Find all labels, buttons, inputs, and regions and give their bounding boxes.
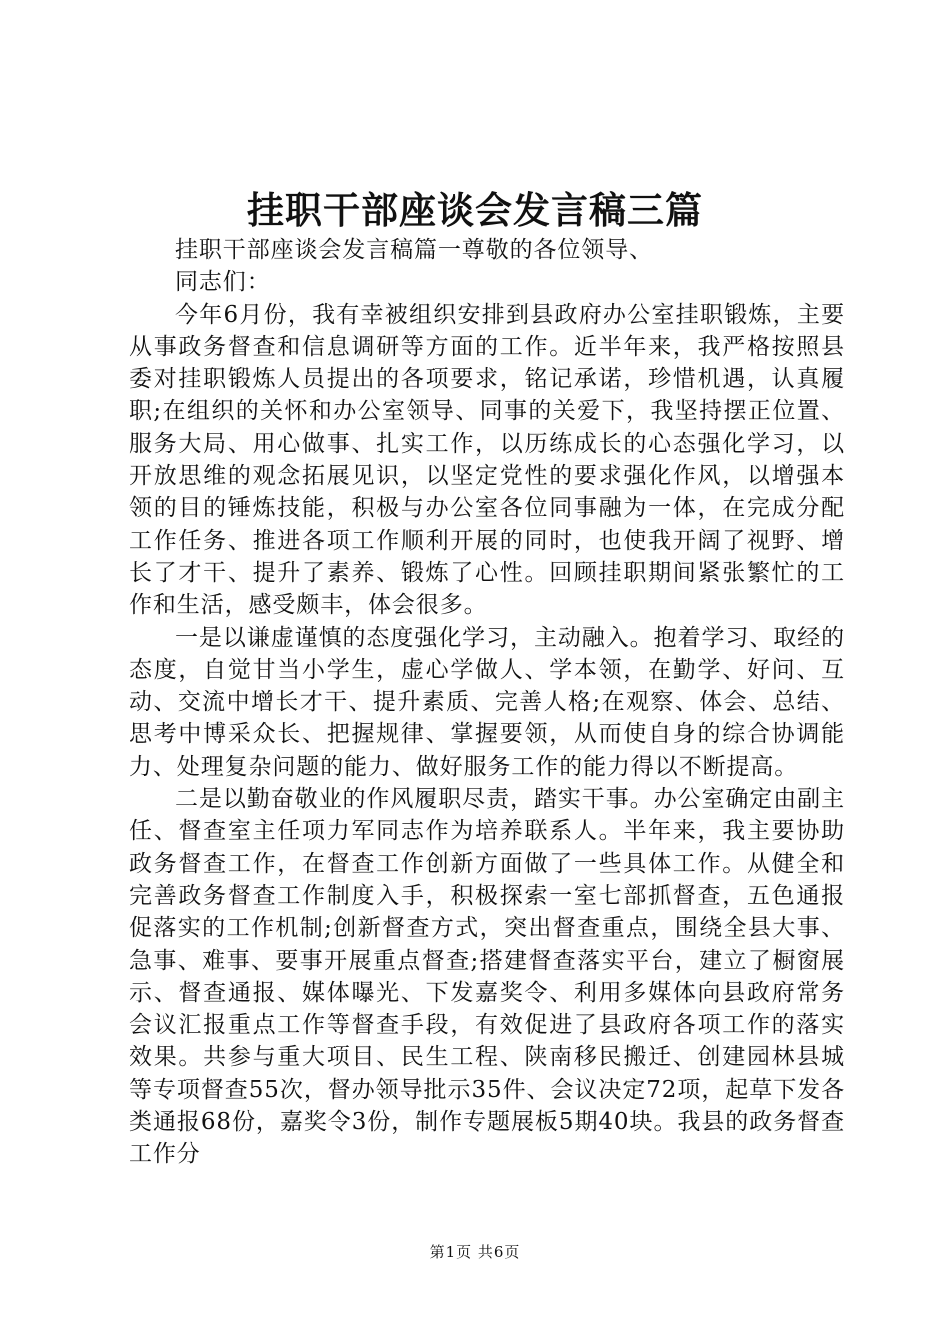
body-paragraph: 挂职干部座谈会发言稿篇一尊敬的各位领导、	[175, 237, 653, 263]
body-paragraph: 同志们：	[175, 269, 271, 296]
body-paragraph: 二是以勤奋敬业的作风履职尽责，踏实干事。办公室确定由副主任、督查室主任项力军同志作为培养联系人。半年来，我主要协助政务督查工作，在督查工作创新方面做了一些具体工作。从健全和完善政务督查工作制度入手，积极探索一室七部抓督查，五色通报促落实的工作机制;创新督查方式，突出督查重点，围绕全县大事、急事、难事、要事开展重点督查;搭建督查落实平台，建立了橱窗展示、督查通报、媒体曝光、下发嘉奖令、利用多媒体向县政府常务会议汇报重点工作等督查手段，有效促进了县政府各项工作的落实效果。共参与重大项目、民生工程、陕南移民搬迁、创建园林县城等专项督查55次，督办领导批示35件、会议决定72项，起草下发各类通报68份，嘉奖令3份，制作专题展板5期40块。我县的政务督查工作分	[129, 786, 845, 1168]
body-paragraph: 一是以谦虚谨慎的态度强化学习，主动融入。抱着学习、取经的态度，自觉甘当小学生，虚心学做人、学本领，在勤学、好问、互动、交流中增长才干、提升素质、完善人格;在观察、体会、总结、思考中博采众长、把握规律、掌握要领，从而使自身的综合协调能力、处理复杂问题的能力、做好服务工作的能力得以不断提高。	[129, 624, 845, 780]
page-number-footer: 第1页 共6页	[429, 1243, 521, 1261]
document-body	[129, 234, 845, 1171]
document-title: 挂职干部座谈会发言稿三篇	[247, 188, 703, 232]
body-paragraph: 今年6月份，我有幸被组织安排到县政府办公室挂职锻炼，主要从事政务督查和信息调研等方面的工作。近半年来，我严格按照县委对挂职锻炼人员提出的各项要求，铭记承诺，珍惜机遇，认真履职;在组织的关怀和办公室领导、同事的关爱下，我坚持摆正位置、服务大局、用心做事、扎实工作，以历练成长的心态强化学习，以开放思维的观念拓展见识，以坚定党性的要求强化作风，以增强本领的目的锤炼技能，积极与办公室各位同事融为一体，在完成分配工作任务、推进各项工作顺利开展的同时，也使我开阔了视野、增长了才干、提升了素养、锻炼了心性。回顾挂职期间紧张繁忙的工作和生活，感受颇丰，体会很多。	[129, 301, 845, 619]
